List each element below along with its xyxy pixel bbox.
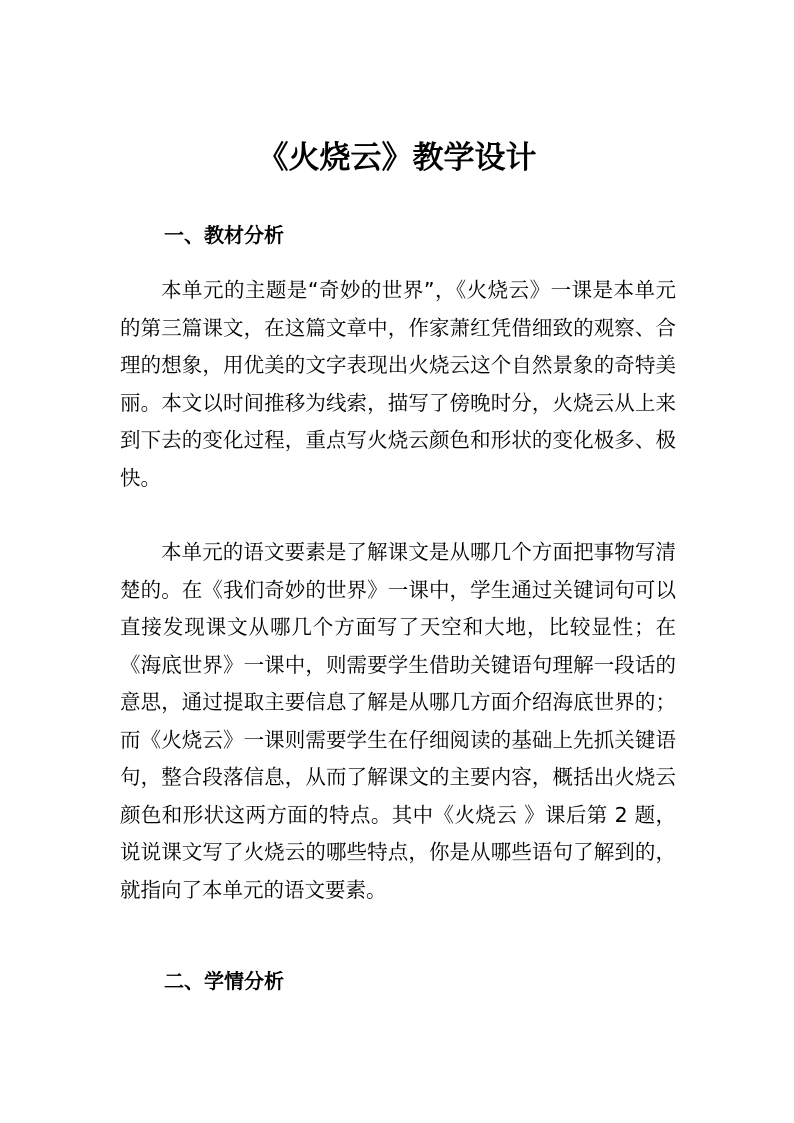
paragraph-language-elements: 本单元的语文要素是了解课文是从哪几个方面把事物写清楚的。在《我们奇妙的世界》一课中，学生通过关键词句可以直接发现课文从哪几个方面写了天空和大地，比较显性；在《海底世界》一课中，则需要学生借助关键语句理解一段话的意思，通过提取主要信息了解是从哪几方面介绍海底世界的；而《火烧云》一课则需要学生在仔细阅读的基础上先抓关键语句，整合段落信息，从而了解课文的主要内容，概括出火烧云颜色和形状这两方面的特点。其中《火烧云 》课后第 2 题，说说课文写了火烧云的哪些特点，你是从哪些语句了解到的，就指向了本单元的语文要素。 bbox=[120, 540, 676, 902]
page-title: 《火烧云》教学设计 bbox=[257, 140, 537, 176]
section-heading-learner-analysis: 二、学情分析 bbox=[164, 969, 284, 993]
paragraph-unit-theme: 本单元的主题是“奇妙的世界”，《火烧云》一课是本单元的第三篇课文，在这篇文章中，作家萧红凭借细致的观察、合理的想象，用优美的文字表现出火烧云这个自然景象的奇特美丽。本文以时间推移为线索，描写了傍晚时分，火烧云从上来到下去的变化过程，重点写火烧云颜色和形状的变化极多、极快。 bbox=[120, 278, 676, 490]
section-heading-textbook-analysis: 一、教材分析 bbox=[164, 223, 284, 247]
